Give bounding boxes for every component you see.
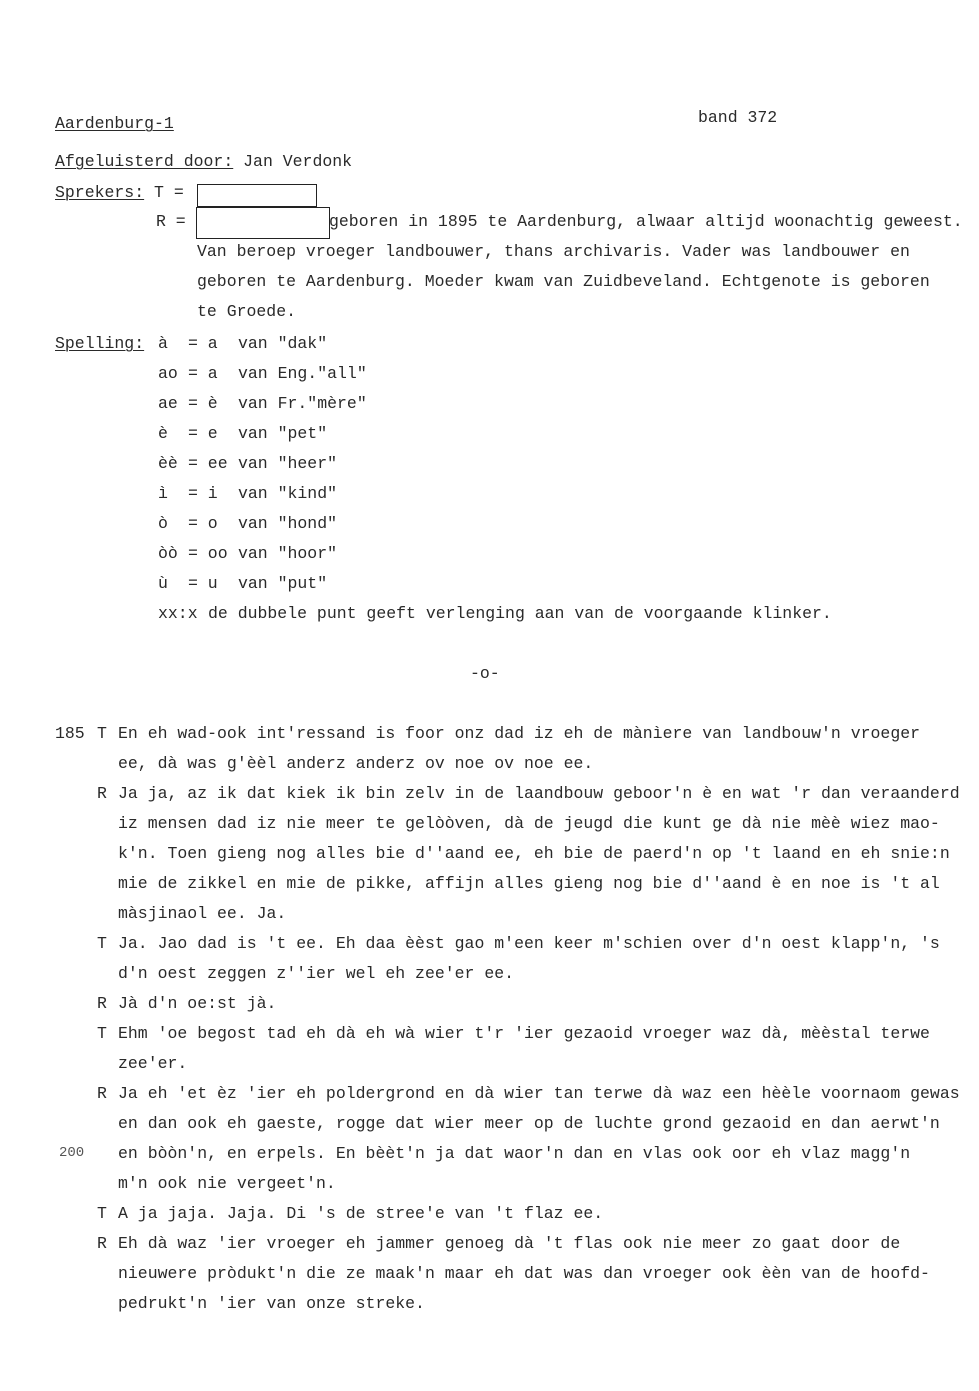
redacted-name-t (197, 184, 317, 207)
listened-by-name: Jan Verdonk (243, 152, 353, 171)
spelling-example: van "kind" (238, 484, 338, 503)
listened-by (55, 154, 352, 171)
spelling-example: van "put" (238, 574, 328, 593)
spelling-example: van Eng."all" (238, 364, 367, 383)
spelling-equals: = oo (188, 544, 228, 563)
speakers (55, 185, 184, 202)
spelling-label: Spelling: (55, 334, 145, 353)
spelling-symbol: à (158, 334, 168, 353)
speaker-r-info-line: Van beroep vroeger landbouwer, thans archivaris. Vader was landbouwer en (197, 242, 910, 261)
spelling-equals: = o (188, 514, 218, 533)
spelling-symbol: ao (158, 364, 178, 383)
transcript-line: Eh dà waz 'ier vroeger eh jammer genoeg dà 't flas ook nie meer zo gaat door de (118, 1234, 901, 1253)
speaker-r-info-line: geboren te Aardenburg. Moeder kwam van Zuidbeveland. Echtgenote is geboren (197, 272, 930, 291)
transcript-line: Jà d'n oe:st jà. (118, 994, 277, 1013)
redacted-name-r (196, 207, 330, 239)
transcript-line: mie de zikkel en mie de pikke, affijn alles gieng nog bie d''aand è en noe is 't al (118, 874, 940, 893)
spelling-symbol: ì (158, 484, 168, 503)
spelling-example: van "hond" (238, 514, 338, 533)
transcript-line: nieuwere pròdukt'n die ze maak'n maar eh dat was dan vroeger ook èèn van de hoofd- (118, 1264, 930, 1283)
spelling-symbol: èè (158, 454, 178, 473)
speaker-code: T (97, 934, 107, 953)
speaker-t-code: T = (154, 183, 184, 202)
transcript-line: Ehm 'oe begost tad eh dà eh wà wier t'r 'ier gezaoid vroeger waz dà, mèèstal terwe (118, 1024, 930, 1043)
speaker-code: T (97, 1024, 107, 1043)
transcript-line: Ja eh 'et èz 'ier eh poldergrond en dà wier tan terwe dà waz een hèèle voornaom gewas (118, 1084, 960, 1103)
speaker-code: R (97, 994, 107, 1013)
speaker-code: R (97, 1234, 107, 1253)
speaker-code: R (97, 1084, 107, 1103)
transcript-line: En eh wad-ook int'ressand is foor onz dad iz eh de mànìere van landbouw'n vroeger (118, 724, 921, 743)
speaker-code: T (97, 724, 107, 743)
transcript-line: m'n ook nie vergeet'n. (118, 1174, 336, 1193)
transcript-line: en bòòn'n, en erpels. En bèèt'n ja dat waor'n dan en vlas ook oor eh vlaz magg'n (118, 1144, 911, 1163)
transcript-line: pedrukt'n 'ier van onze streke. (118, 1294, 425, 1313)
spelling-example: van "heer" (238, 454, 338, 473)
spelling-symbol: ù (158, 574, 168, 593)
speaker-r-info-line: geboren in 1895 te Aardenburg, alwaar altijd woonachtig geweest. (329, 212, 963, 231)
spelling-symbol: xx:x (158, 604, 198, 623)
spelling-equals: = a (188, 334, 218, 353)
spelling-equals: = a (188, 364, 218, 383)
spelling-equals: = è (188, 394, 218, 413)
speaker-code: T (97, 1204, 107, 1223)
spelling-symbol: è (158, 424, 168, 443)
spelling-example: van "hoor" (238, 544, 338, 563)
speaker-r-code: R = (156, 212, 186, 231)
transcript-line: iz mensen dad iz nie meer te gelòòven, dà de jeugd die kunt ge dà nie mèè wiez mao- (118, 814, 940, 833)
spelling-equals: = e (188, 424, 218, 443)
spelling-symbol: ò (158, 514, 168, 533)
spelling-symbol: ae (158, 394, 178, 413)
spelling-example: de dubbele punt geeft verlenging aan van de voorgaande klinker. (208, 604, 832, 623)
listened-by-label: Afgeluisterd door: (55, 152, 234, 171)
spelling-equals: = u (188, 574, 218, 593)
spelling-symbol: òò (158, 544, 178, 563)
spelling-equals: = i (188, 484, 218, 503)
transcript-line: ee, dà was g'èèl anderz anderz ov noe ov noe ee. (118, 754, 594, 773)
transcript-line: d'n oest zeggen z''ier wel eh zee'er ee. (118, 964, 515, 983)
transcript-line: zee'er. (118, 1054, 188, 1073)
margin-counter: 185 (55, 724, 85, 743)
transcript-line: k'n. Toen gieng nog alles bie d''aand ee, eh bie de paerd'n op 't laand en eh snie:n (118, 844, 950, 863)
spelling-example: van "pet" (238, 424, 328, 443)
margin-counter: 200 (59, 1145, 85, 1161)
section-separator: -o- (470, 664, 500, 683)
transcript-line: en dan ook eh gaeste, rogge dat wier meer op de luchte grond gezaoid en dan aerwt'n (118, 1114, 940, 1133)
transcript-line: Ja ja, az ik dat kiek ik bin zelv in de laandbouw geboor'n è en wat 'r dan veraanderd (118, 784, 960, 803)
tape-number: band 372 (698, 108, 778, 127)
transcript-line: màsjinaol ee. Ja. (118, 904, 287, 923)
spelling-example: van Fr."mère" (238, 394, 367, 413)
document-title: Aardenburg-1 (55, 114, 174, 133)
speakers-label: Sprekers: (55, 183, 145, 202)
spelling-equals: = ee (188, 454, 228, 473)
speaker-r-info-line: te Groede. (197, 302, 297, 321)
spelling-example: van "dak" (238, 334, 328, 353)
transcript-line: Ja. Jao dad is 't ee. Eh daa èèst gao m'een keer m'schien over d'n oest klapp'n, 's (118, 934, 940, 953)
transcript-line: A ja jaja. Jaja. Di 's de stree'e van 't flaz ee. (118, 1204, 604, 1223)
speaker-code: R (97, 784, 107, 803)
